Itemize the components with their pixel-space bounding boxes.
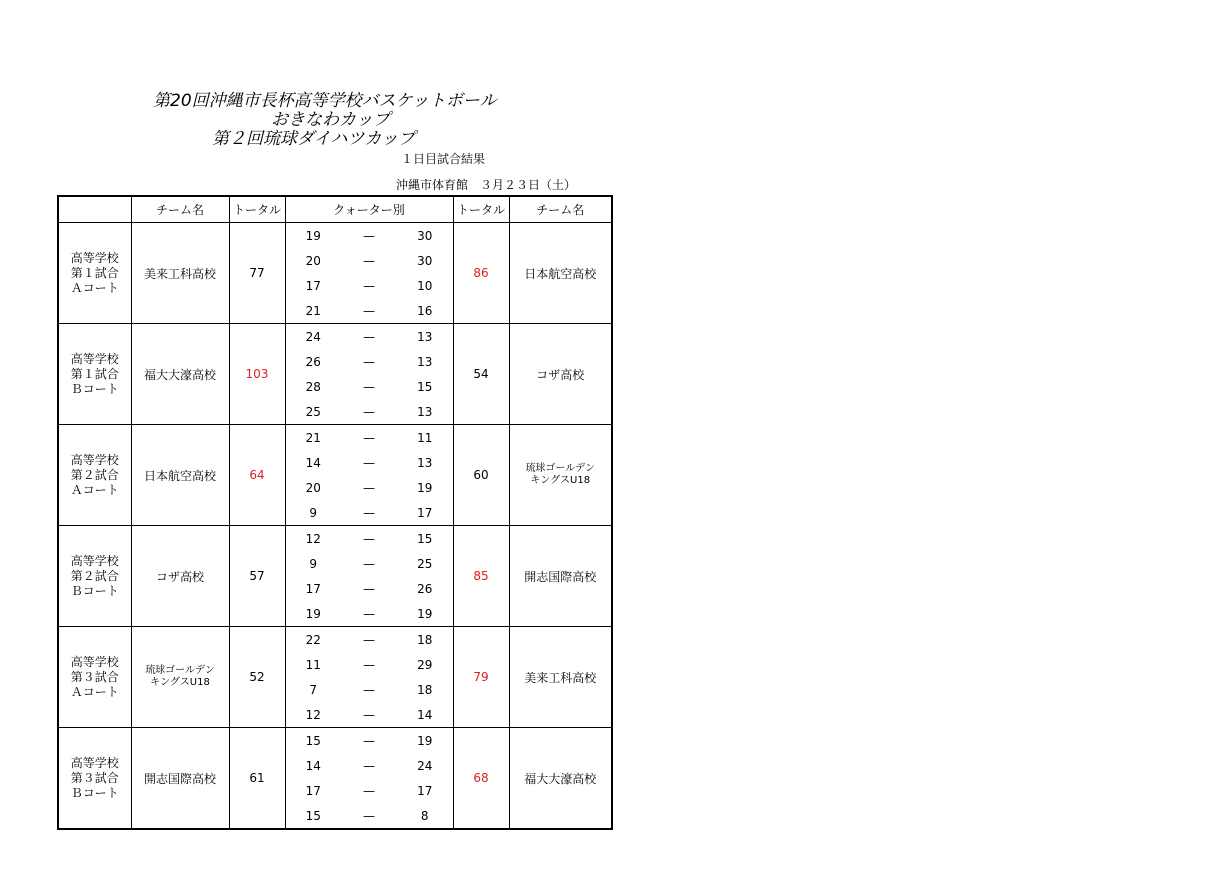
quarter-dash: —	[363, 329, 375, 344]
quarter-score-away: 17	[397, 500, 453, 526]
quarter-dash: —	[363, 682, 375, 697]
quarter-dash: —	[363, 581, 375, 596]
team-away: 美来工科高校	[509, 627, 612, 728]
quarter-dash: —	[363, 253, 375, 268]
team-away: 開志国際高校	[509, 526, 612, 627]
header-team-2: チーム名	[509, 196, 612, 223]
total-away: 68	[453, 728, 509, 830]
team-name-line: 琉球ゴールデン	[145, 665, 215, 676]
quarter-score-away: 13	[417, 455, 433, 470]
quarter-score-home: 25	[285, 399, 341, 425]
header-team: チーム名	[131, 196, 229, 223]
header-match	[58, 196, 131, 223]
header-total-2: トータル	[453, 196, 509, 223]
team-name-line: 琉球ゴールデン	[525, 463, 596, 474]
match-label-line: 第２試合	[70, 568, 119, 583]
match-label	[58, 627, 131, 728]
quarter-row	[58, 627, 612, 653]
quarter-score-away: 19	[417, 480, 433, 495]
quarter-dash: —	[363, 278, 375, 293]
quarter-dash: —	[341, 803, 397, 829]
quarter-score-away: 13	[417, 329, 433, 344]
match-label-line: 第２試合	[70, 467, 119, 482]
quarter-score-home: 17	[305, 783, 321, 798]
quarter-score-away: 15	[417, 531, 433, 546]
quarter-score-home: 15	[285, 803, 341, 829]
quarter-score-away: 13	[417, 354, 433, 369]
quarter-score-home: 22	[305, 632, 321, 647]
match-label-line: 高等学校	[70, 452, 119, 467]
quarter-score-home: 20	[305, 253, 321, 268]
match-label-line: 第３試合	[70, 770, 119, 785]
match-label-line: 高等学校	[70, 755, 119, 770]
quarter-score-away: 16	[397, 298, 453, 324]
team-name-line: キングスU18	[530, 475, 591, 486]
quarter-score-away: 15	[417, 379, 433, 394]
quarter-row	[58, 728, 612, 754]
quarter-score-away: 26	[417, 581, 433, 596]
header-row	[58, 196, 612, 223]
total-away: 54	[453, 324, 509, 425]
quarter-score-away: 25	[417, 556, 433, 571]
total-home: 103	[229, 324, 285, 425]
quarter-score-home: 21	[285, 298, 341, 324]
quarter-score-away: 14	[397, 702, 453, 728]
header-total: トータル	[229, 196, 285, 223]
quarter-dash: —	[341, 298, 397, 324]
quarter-score-home: 14	[305, 455, 321, 470]
total-home: 52	[229, 627, 285, 728]
venue-date: 沖縄市体育館 ３月２３日（土）	[396, 178, 577, 192]
match-label-line: Ｂコート	[70, 785, 119, 800]
quarter-score-home: 17	[305, 581, 321, 596]
results-body	[58, 223, 612, 830]
match-label-line: 第１試合	[70, 265, 119, 280]
total-home: 61	[229, 728, 285, 830]
quarter-score-away: 8	[397, 803, 453, 829]
quarter-score-home: 9	[285, 500, 341, 526]
match-label-line: 高等学校	[70, 250, 119, 265]
quarter-dash: —	[341, 399, 397, 425]
quarter-score-away: 30	[417, 228, 433, 243]
quarter-score-away: 29	[417, 657, 433, 672]
team-home: 福大大濠高校	[131, 324, 229, 425]
match-label	[58, 425, 131, 526]
title-line-1: 第20回沖縄市長杯高等学校バスケットボール	[153, 91, 497, 111]
match-label-line: Ｂコート	[70, 381, 119, 396]
quarter-score-home: 12	[285, 702, 341, 728]
quarter-score-away: 11	[417, 430, 433, 445]
match-label	[58, 223, 131, 324]
match-label-line: Ａコート	[70, 482, 119, 497]
quarter-score-home: 21	[305, 430, 321, 445]
quarter-dash: —	[363, 657, 375, 672]
quarter-row	[58, 526, 612, 552]
quarter-dash: —	[363, 733, 375, 748]
quarter-row	[58, 425, 612, 451]
quarter-dash: —	[363, 632, 375, 647]
results-table	[57, 195, 613, 830]
match-label	[58, 728, 131, 830]
quarter-score-away: 13	[397, 399, 453, 425]
quarter-score-home: 15	[305, 733, 321, 748]
quarter-score-home: 19	[305, 228, 321, 243]
match-label	[58, 324, 131, 425]
match-label	[58, 526, 131, 627]
quarter-score-home: 14	[305, 758, 321, 773]
quarter-score-away: 17	[417, 783, 433, 798]
match-label-line: Ａコート	[70, 280, 119, 295]
team-home	[131, 627, 229, 728]
quarter-dash: —	[341, 500, 397, 526]
quarter-score-home: 17	[305, 278, 321, 293]
quarter-dash: —	[363, 783, 375, 798]
quarter-score-away: 18	[417, 682, 433, 697]
quarter-dash: —	[363, 531, 375, 546]
results-subtitle: １日目試合結果	[401, 152, 486, 166]
quarter-row	[58, 223, 612, 249]
team-away	[509, 425, 612, 526]
quarter-dash: —	[363, 758, 375, 773]
total-away: 85	[453, 526, 509, 627]
total-away: 79	[453, 627, 509, 728]
quarter-score-away: 19	[417, 733, 433, 748]
team-away: 日本航空高校	[509, 223, 612, 324]
team-away: コザ高校	[509, 324, 612, 425]
quarter-score-away: 18	[417, 632, 433, 647]
quarter-dash: —	[341, 601, 397, 627]
quarter-dash: —	[363, 228, 375, 243]
team-name-line: キングスU18	[150, 677, 210, 688]
quarter-dash: —	[363, 379, 375, 394]
quarter-score-away: 24	[417, 758, 433, 773]
team-home: 開志国際高校	[131, 728, 229, 830]
team-away: 福大大濠高校	[509, 728, 612, 830]
header-quarters: クォーター別	[285, 196, 453, 223]
quarter-score-away: 10	[417, 278, 433, 293]
quarter-dash: —	[363, 455, 375, 470]
match-label-line: 高等学校	[70, 553, 119, 568]
quarter-score-away: 19	[397, 601, 453, 627]
quarter-score-home: 20	[305, 480, 321, 495]
team-home: 美来工科高校	[131, 223, 229, 324]
total-home: 64	[229, 425, 285, 526]
title-line-3: 第２回琉球ダイハツカップ	[212, 129, 416, 149]
total-home: 57	[229, 526, 285, 627]
match-label-line: Ｂコート	[70, 583, 119, 598]
match-label-line: 高等学校	[70, 351, 119, 366]
quarter-dash: —	[363, 556, 375, 571]
quarter-score-home: 11	[305, 657, 321, 672]
quarter-score-home: 26	[305, 354, 321, 369]
quarter-score-home: 12	[305, 531, 321, 546]
team-home: コザ高校	[131, 526, 229, 627]
quarter-row	[58, 324, 612, 350]
match-label-line: 第１試合	[70, 366, 119, 381]
total-away: 60	[453, 425, 509, 526]
quarter-score-home: 9	[309, 556, 318, 571]
team-home: 日本航空高校	[131, 425, 229, 526]
quarter-dash: —	[363, 480, 375, 495]
quarter-score-away: 30	[417, 253, 433, 268]
quarter-dash: —	[363, 430, 375, 445]
match-label-line: 第３試合	[70, 669, 119, 684]
quarter-score-home: 28	[305, 379, 321, 394]
quarter-score-home: 7	[309, 682, 318, 697]
total-home: 77	[229, 223, 285, 324]
quarter-dash: —	[341, 702, 397, 728]
quarter-score-home: 24	[305, 329, 321, 344]
total-away: 86	[453, 223, 509, 324]
quarter-dash: —	[363, 354, 375, 369]
match-label-line: 高等学校	[70, 654, 119, 669]
match-label-line: Ａコート	[70, 684, 119, 699]
title-line-2: おきなわカップ	[271, 110, 390, 130]
quarter-score-home: 19	[285, 601, 341, 627]
